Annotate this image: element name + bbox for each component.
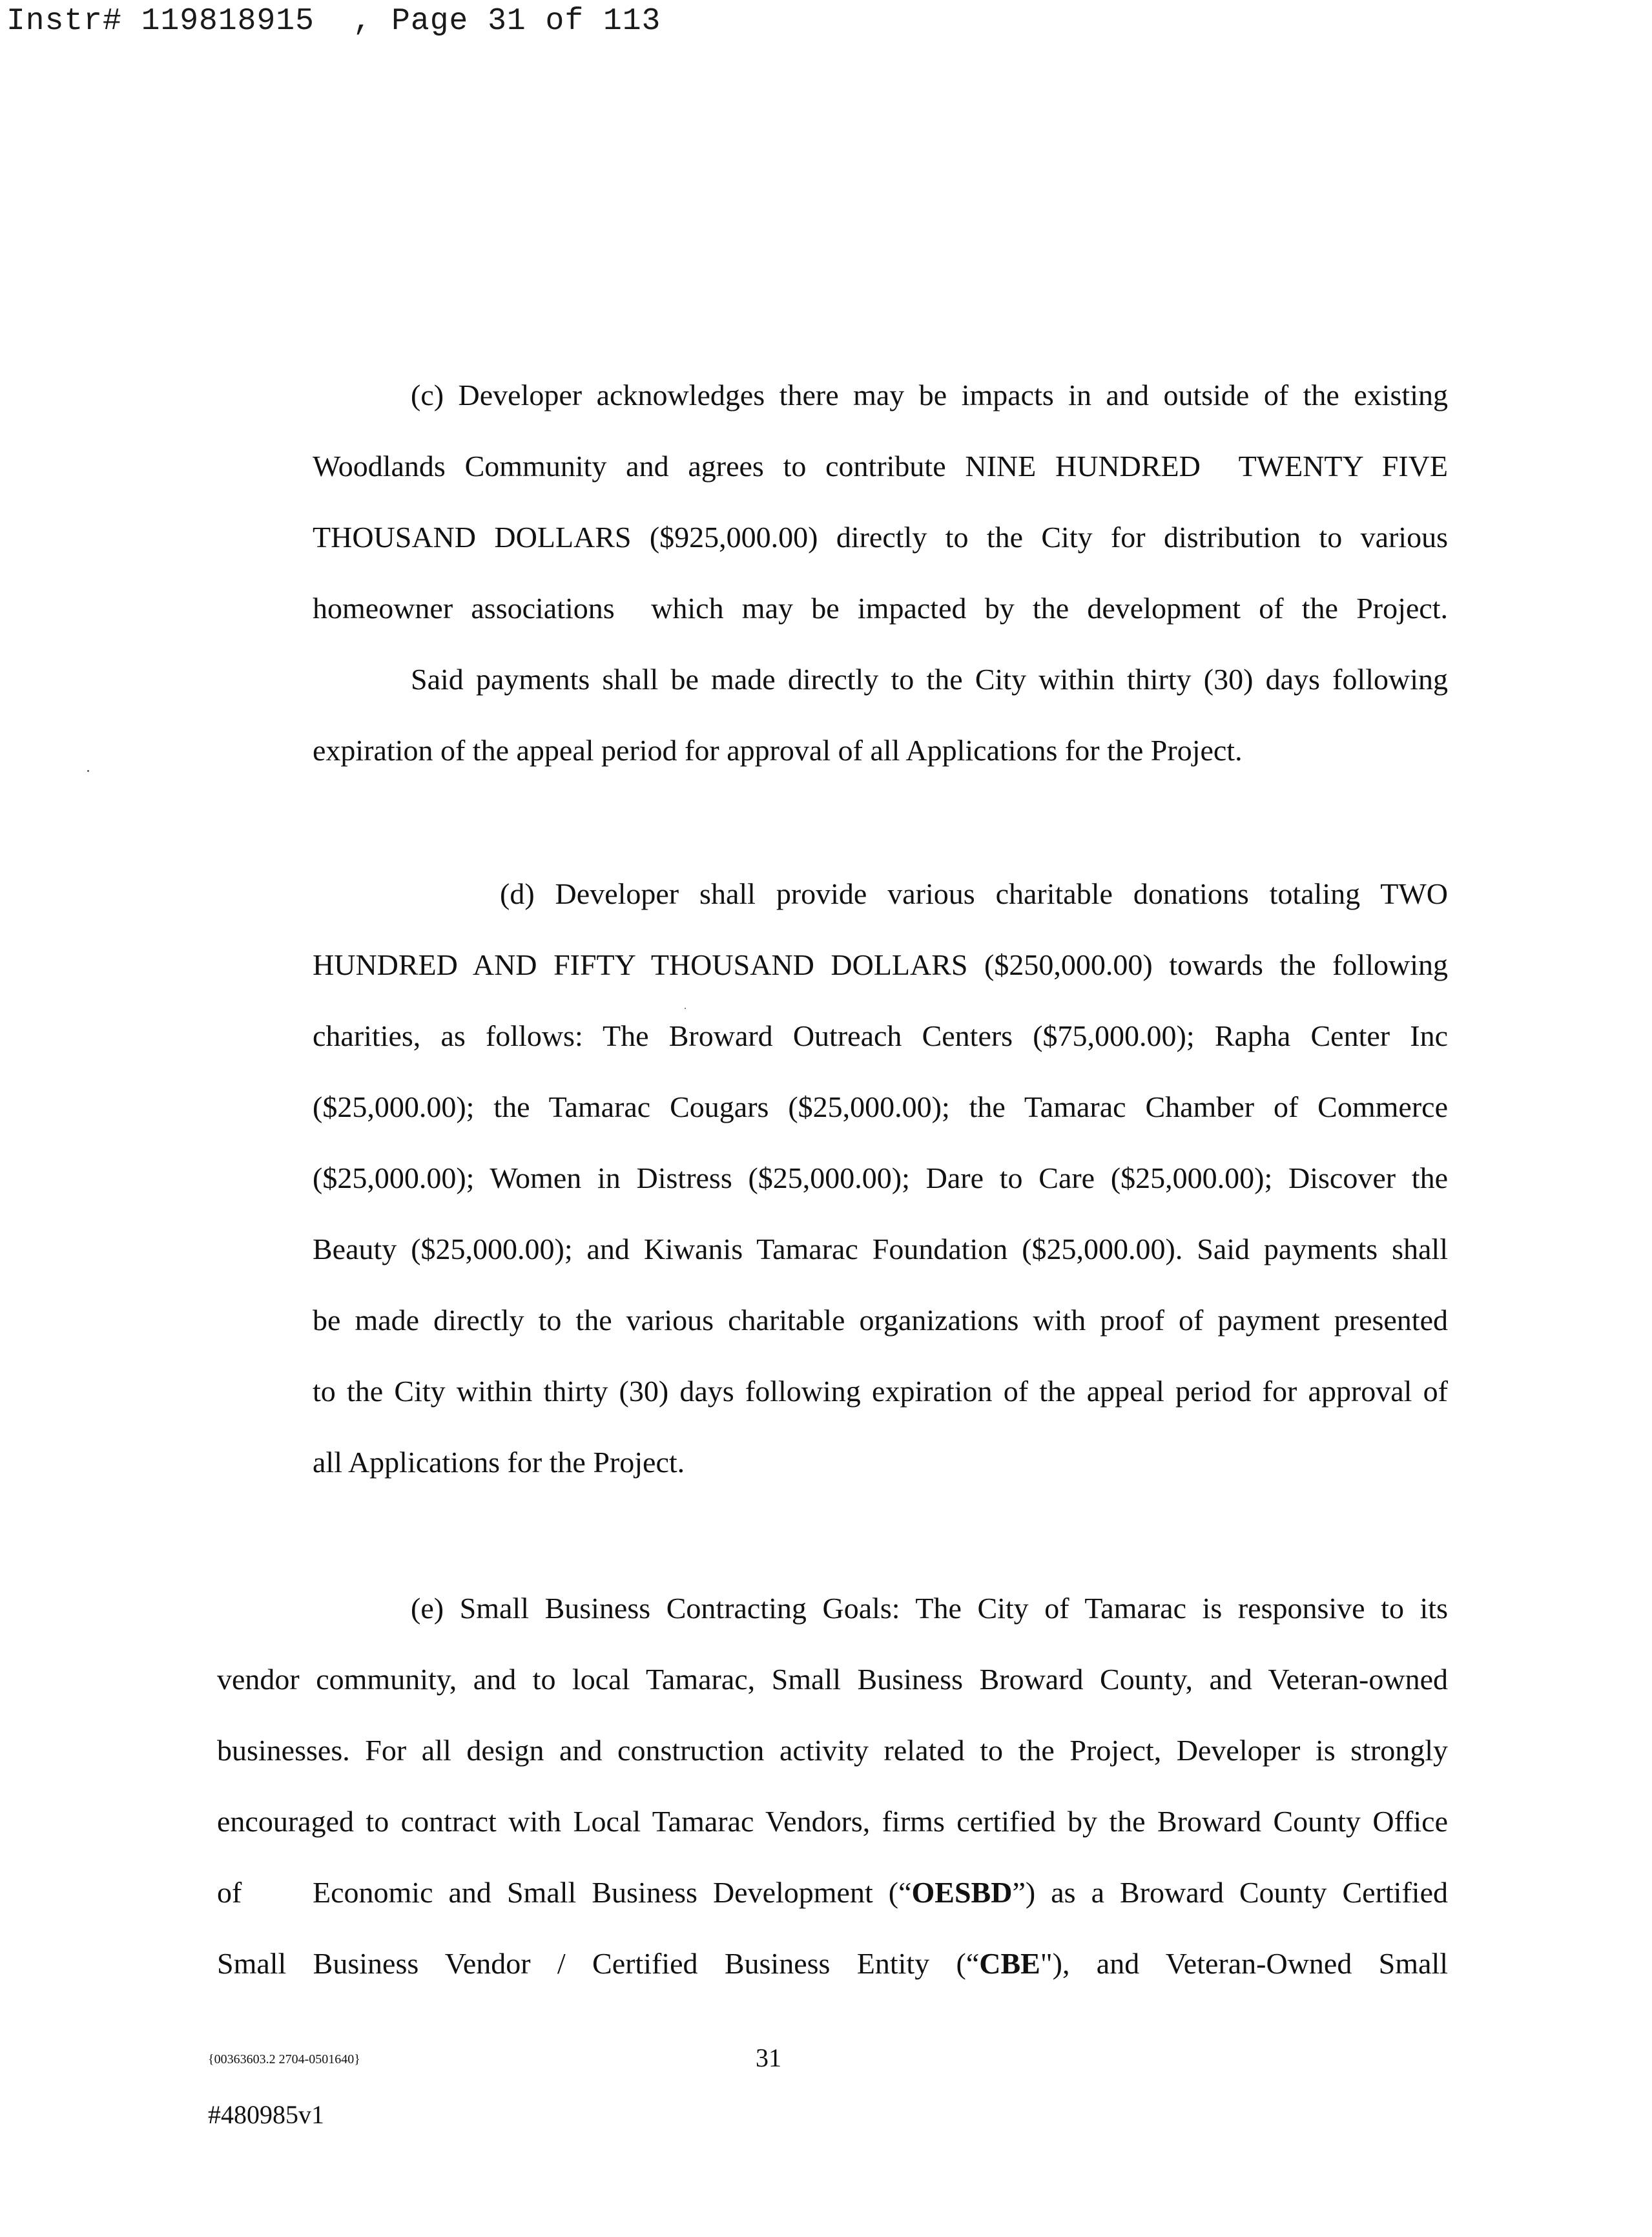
paragraph-d-line-2: HUNDRED AND FIFTY THOUSAND DOLLARS ($250,000.00) towards the following (313, 948, 1448, 981)
paragraph-d-line-5: ($25,000.00); Women in Distress ($25,000.00); Dare to Care ($25,000.00); Discover the (313, 1161, 1448, 1194)
paragraph-d-line-1: (d) Developer shall provide various charitable donations totaling TWO (500, 877, 1448, 910)
paragraph-c-line-5: Said payments shall be made directly to the City within thirty (30) days following (411, 663, 1448, 696)
line-5-text-after: ”) as a Broward County Certified (1012, 1876, 1448, 1909)
line-6-text-after: "), and Veteran-Owned Small (1040, 1947, 1449, 1980)
line-5-text-before: Economic and Small Business Development (“ (313, 1876, 912, 1909)
paragraph-e-line-6 (217, 1946, 1448, 1982)
paragraph-e-line-4: encouraged to contract with Local Tamarac Vendors, firms certified by the Broward County Office (217, 1805, 1448, 1838)
line-6-text-before: Small Business Vendor / Certified Business Entity (“ (217, 1947, 980, 1980)
document-id: #480985v1 (208, 2100, 324, 2129)
paragraph-e-line-2: vendor community, and to local Tamarac, Small Business Broward County, and Veteran-owned (217, 1663, 1448, 1696)
page-number: 31 (756, 2043, 781, 2072)
paragraph-e-line-5-of: of (217, 1876, 242, 1909)
scan-speck (87, 770, 89, 772)
paragraph-d-line-9: all Applications for the Project. (313, 1446, 685, 1479)
paragraph-c-line-1: (c) Developer acknowledges there may be impacts in and outside of the existing (411, 379, 1448, 411)
paragraph-c-line-6: expiration of the appeal period for approval of all Applications for the Project. (313, 734, 1243, 767)
paragraph-c-line-4: homeowner associations which may be impacted by the development of the Project. (313, 592, 1448, 625)
scan-speck (685, 1008, 686, 1009)
paragraph-e-line-1: (e) Small Business Contracting Goals: The City of Tamarac is responsive to its (411, 1592, 1448, 1625)
cbe-abbreviation: CBE (979, 1947, 1040, 1980)
paragraph-d-line-6: Beauty ($25,000.00); and Kiwanis Tamarac Foundation ($25,000.00). Said payments shall (313, 1233, 1448, 1265)
recording-stamp: Instr# 119818915 , Page 31 of 113 (6, 4, 661, 39)
paragraph-d-line-3: charities, as follows: The Broward Outreach Centers ($75,000.00); Rapha Center Inc (313, 1019, 1448, 1052)
paragraph-e-line-3: businesses. For all design and construction activity related to the Project, Developer is strongly (217, 1734, 1448, 1767)
oesbd-abbreviation: OESBD (911, 1876, 1013, 1909)
paragraph-d-line-4: ($25,000.00); the Tamarac Cougars ($25,000.00); the Tamarac Chamber of Commerce (313, 1090, 1448, 1123)
paragraph-c-line-2: Woodlands Community and agrees to contribute NINE HUNDRED TWENTY FIVE (313, 450, 1448, 483)
paragraph-d-line-8: to the City within thirty (30) days following expiration of the appeal period for approval of (313, 1375, 1448, 1408)
paragraph-d-line-7: be made directly to the various charitable organizations with proof of payment presented (313, 1304, 1448, 1337)
file-reference: {00363603.2 2704-0501640} (208, 2052, 360, 2066)
paragraph-c-line-3: THOUSAND DOLLARS ($925,000.00) directly to the City for distribution to various (313, 521, 1448, 554)
paragraph-e-line-5 (313, 1875, 1448, 1911)
